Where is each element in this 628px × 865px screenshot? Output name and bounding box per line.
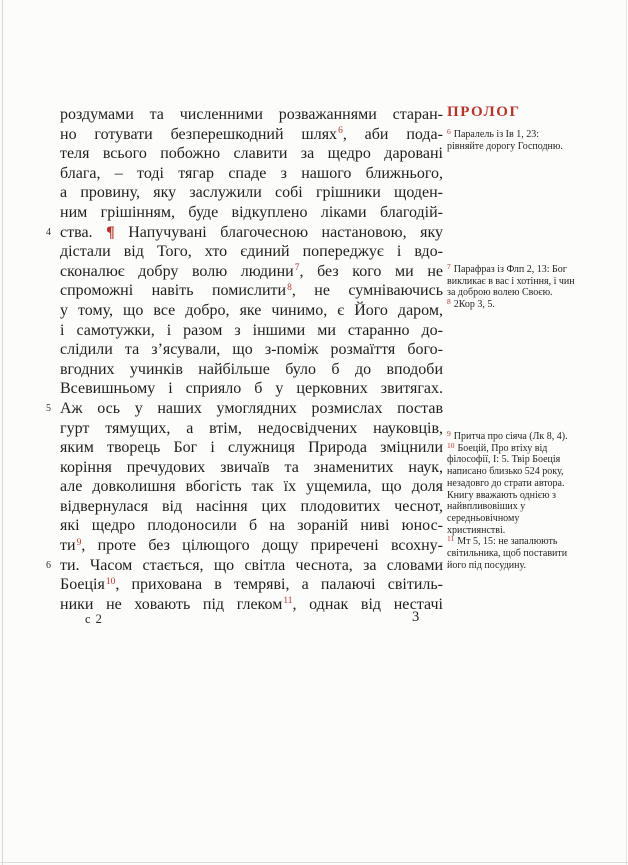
page-edge-right (626, 0, 627, 865)
note-number: 9 (447, 429, 451, 438)
note-text: Парафраз із Флп 2, 13: (453, 264, 552, 275)
note-number: 8 (447, 297, 451, 307)
text-line: 6 ти. Часом стається, що світла чеснота, за словами (46, 556, 443, 574)
text-line: які щедро плодоносили б на зораній ниві юнос- (60, 517, 443, 535)
text-line: вгодних учинків найбільше було б до вподоби (60, 360, 443, 378)
page-number: 3 (412, 609, 420, 625)
text-line: сконалює добру волю людини$^7$, без кого ми не (60, 262, 443, 280)
text-line: гурт тямущих, а втім, недосвідчених науковців, (60, 419, 443, 437)
note-text: Боецій, (457, 442, 492, 454)
page-edge-left (2, 0, 3, 865)
note-text: Про втіху від філософії, І: 5. (447, 442, 548, 466)
footnote-ref: 10 (105, 576, 116, 587)
text-line: ники не ховають під глеком$^{11}$, однак від нестачі (60, 595, 443, 613)
prologue-heading: ПРОЛОГ (447, 104, 521, 120)
text-line: відвернулася від насіння цих плодовитих чеснот, (60, 497, 443, 515)
text-line: спроможні навіть помислити$^8$, не сумніваючись (60, 282, 443, 300)
text-line: 4 ства. ¶ Напучувані благочесною настановою, яку (46, 223, 444, 241)
text-line: теля всього побожно славити за щедро даровані (60, 145, 443, 163)
text-line: 5 Аж ось у наших умоглядних розмислах постав (46, 399, 443, 417)
note-text: Паралель із Ів 1, 23: (453, 129, 539, 140)
text-line: Боеція$^{10}$, прихована в темряві, а палаючі світиль- (60, 576, 443, 594)
margin-note-group (447, 129, 575, 152)
footnote-ref: 11 (283, 596, 293, 607)
paragraph-number: 4 (46, 226, 51, 238)
note-number: 7 (447, 262, 451, 271)
text-line: Всевишньому і сприяло б у церковних звитягах. (60, 380, 443, 398)
paragraph-number: 6 (46, 559, 51, 571)
signature-mark: с 2 (85, 612, 103, 626)
text-line: блага, – тоді тягар спаде з нашого ближнього, (60, 164, 443, 182)
margin-note-group (447, 431, 575, 571)
text-line: яким творець Бог і служниця Природа зміцнили (60, 439, 443, 457)
footnote-ref: 9 (76, 537, 82, 548)
pilcrow-icon: ¶ (106, 223, 115, 241)
note-text: 2Кор 3, 5. (453, 299, 495, 311)
text-line: коріння пречудових звичаїв та знаменитих наук, (60, 458, 443, 476)
note-number: 11 (447, 534, 455, 544)
note-text: Твір Боеція написано близько 524 року, незадовго до страти автора. Книгу вважають однією з найвпливовіших у середньовічному християнстві. (447, 454, 565, 536)
note-text: Притча про сіяча (Лк 8, 4). (453, 431, 568, 442)
text-line: ним грішінням, буде відкуплено ліками благодій- (60, 203, 443, 221)
page-edge-bottom (0, 862, 628, 863)
note-number: 6 (447, 127, 451, 136)
margin-note-group (447, 264, 575, 311)
main-text-block (46, 105, 444, 614)
footnote-ref: 7 (294, 263, 300, 274)
text-line: у тому, що все добро, яке чинимо, є Його даром, (60, 301, 443, 319)
text-line: але довколишня вбогість так їх ущемила, що доля (60, 478, 443, 496)
note-text: Мт 5, 15: (457, 536, 499, 548)
text-line: а провину, яку заслужили собі грішники щоден- (60, 184, 443, 202)
text-line: ти$^9$, проте без цілющого дощу приречені всохну- (60, 537, 443, 555)
note-number: 10 (447, 440, 455, 450)
footnote-ref: 6 (338, 126, 343, 137)
paragraph-number: 5 (46, 402, 51, 414)
text-line: но готувати безперешкодний шлях$^6$, аби пода- (60, 125, 443, 143)
text-line: дістали від Того, хто єдиний попереджує і вдо- (60, 243, 443, 261)
text-line: слідили та з’ясували, що з-поміж розмаїття бого- (60, 341, 443, 359)
note-text: не запалюють світильника, щоб поставити його під посудину. (447, 536, 568, 571)
note-text: Бог викликає в вас і хотіння, і чин за доброю волею Своєю. (447, 264, 575, 299)
note-text: рівняйте дорогу Господню. (447, 140, 563, 152)
text-line: і самотужки, і разом з іншими ми старанно до- (60, 321, 443, 339)
footnote-ref: 8 (287, 282, 292, 293)
text-line: роздумами та численними розважаннями старан- (60, 106, 443, 123)
